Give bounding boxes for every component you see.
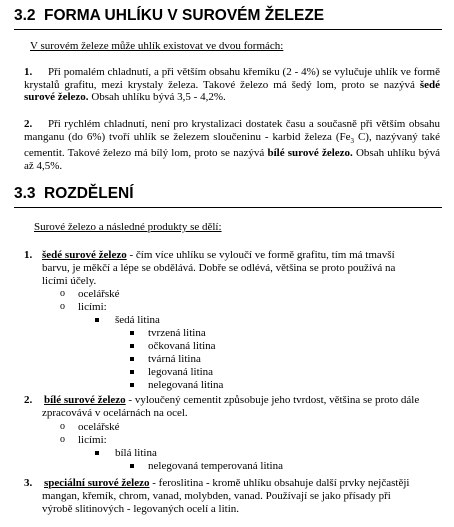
square-bullet-icon — [130, 383, 134, 387]
heading-rule — [14, 29, 442, 30]
item-number: 1. — [24, 249, 33, 261]
list-item: tvárná litina — [148, 353, 201, 365]
list-item: nelegovaná temperovaná litina — [148, 460, 283, 472]
section-number: 3.3 — [14, 185, 36, 202]
square-bullet-icon — [95, 451, 99, 455]
item-number: 1. — [24, 66, 33, 78]
circle-bullet-icon: o — [60, 301, 65, 312]
square-bullet-icon — [130, 331, 134, 335]
section-intro: V surovém železe může uhlík existovat ve dvou formách: — [30, 40, 284, 52]
section-heading-3-3 — [14, 185, 134, 203]
list-item: tvrzená litina — [148, 327, 206, 339]
item-number: 3. — [24, 477, 33, 489]
paragraph-grey-iron: Při pomalém chladnutí, a při větším obsahu křemíku (2 - 4%) se vylučuje uhlík ve formě krystalů grafitu, mezi krystaly železa. Takové železo má šedý lom, proto se nazývá šedé surové železo. Obsah uhlíku bývá 3,5 - 4,2%. — [24, 66, 440, 104]
section-title: FORMA UHLÍKU V SUROVÉM ŽELEZE — [44, 7, 325, 24]
paragraph-white-iron: Při rychlém chladnutí, není pro krystalizaci dostatek času a současně při větším obsahu manganu (do 6%) tvoří uhlík se železem sloučeninu - karbid železa ($Fe_3$ C), nazývaný také cementit. Takové železo má bílý lom, proto se nazývá bílé surové železo. Obsah uhlíku bývá až 4,5%. — [24, 118, 440, 172]
square-bullet-icon — [130, 464, 134, 468]
item-grey-iron-line1: šedé surové železo - čím více uhlíku se vyloučí ve formě grafitu, tím má tmavší — [42, 249, 395, 261]
circle-bullet-icon: o — [60, 288, 65, 299]
list-item: ocelářské — [78, 421, 120, 433]
circle-bullet-icon: o — [60, 434, 65, 445]
item-grey-iron-line3: licími účely. — [42, 275, 97, 287]
square-bullet-icon — [130, 344, 134, 348]
item-number: 2. — [24, 394, 33, 406]
section-intro: Surové železo a následné produkty se dělí: — [34, 221, 222, 233]
item-special-iron-line2: mangan, křemík, chrom, vanad, molybden, vanad. Používají se jako přísady při — [42, 490, 391, 502]
list-item: očkovaná litina — [148, 340, 216, 352]
list-item: licími: — [78, 301, 107, 313]
list-item: ocelářské — [78, 288, 120, 300]
list-item: bílá litina — [115, 447, 157, 459]
item-white-iron-line1: bílé surové železo - vyloučený cementit způsobuje jeho tvrdost, většina se proto dále — [44, 394, 420, 406]
item-white-iron-line2: zpracovává v ocelárnách na ocel. — [42, 407, 188, 419]
list-item: nelegovaná litina — [148, 379, 224, 391]
item-number: 2. — [24, 118, 33, 130]
square-bullet-icon — [130, 370, 134, 374]
section-heading-3-2 — [14, 7, 324, 25]
item-special-iron-line1: speciální surové železo - feroslitina - kromě uhlíku obsahuje další prvky nejčastěji — [44, 477, 410, 489]
list-item: legovaná litina — [148, 366, 214, 378]
list-item: licími: — [78, 434, 107, 446]
item-grey-iron-line2: barvu, je měkčí a lépe se obdělává. Dobře se odlévá, většina se proto používá na — [42, 262, 396, 274]
item-special-iron-line3: výrobě slitinových - legovaných ocelí a litin. — [42, 503, 240, 515]
list-item: šedá litina — [115, 314, 160, 326]
circle-bullet-icon: o — [60, 421, 65, 432]
section-title: ROZDĚLENÍ — [44, 185, 134, 202]
square-bullet-icon — [95, 318, 99, 322]
heading-rule — [14, 207, 442, 208]
square-bullet-icon — [130, 357, 134, 361]
section-number: 3.2 — [14, 7, 36, 24]
